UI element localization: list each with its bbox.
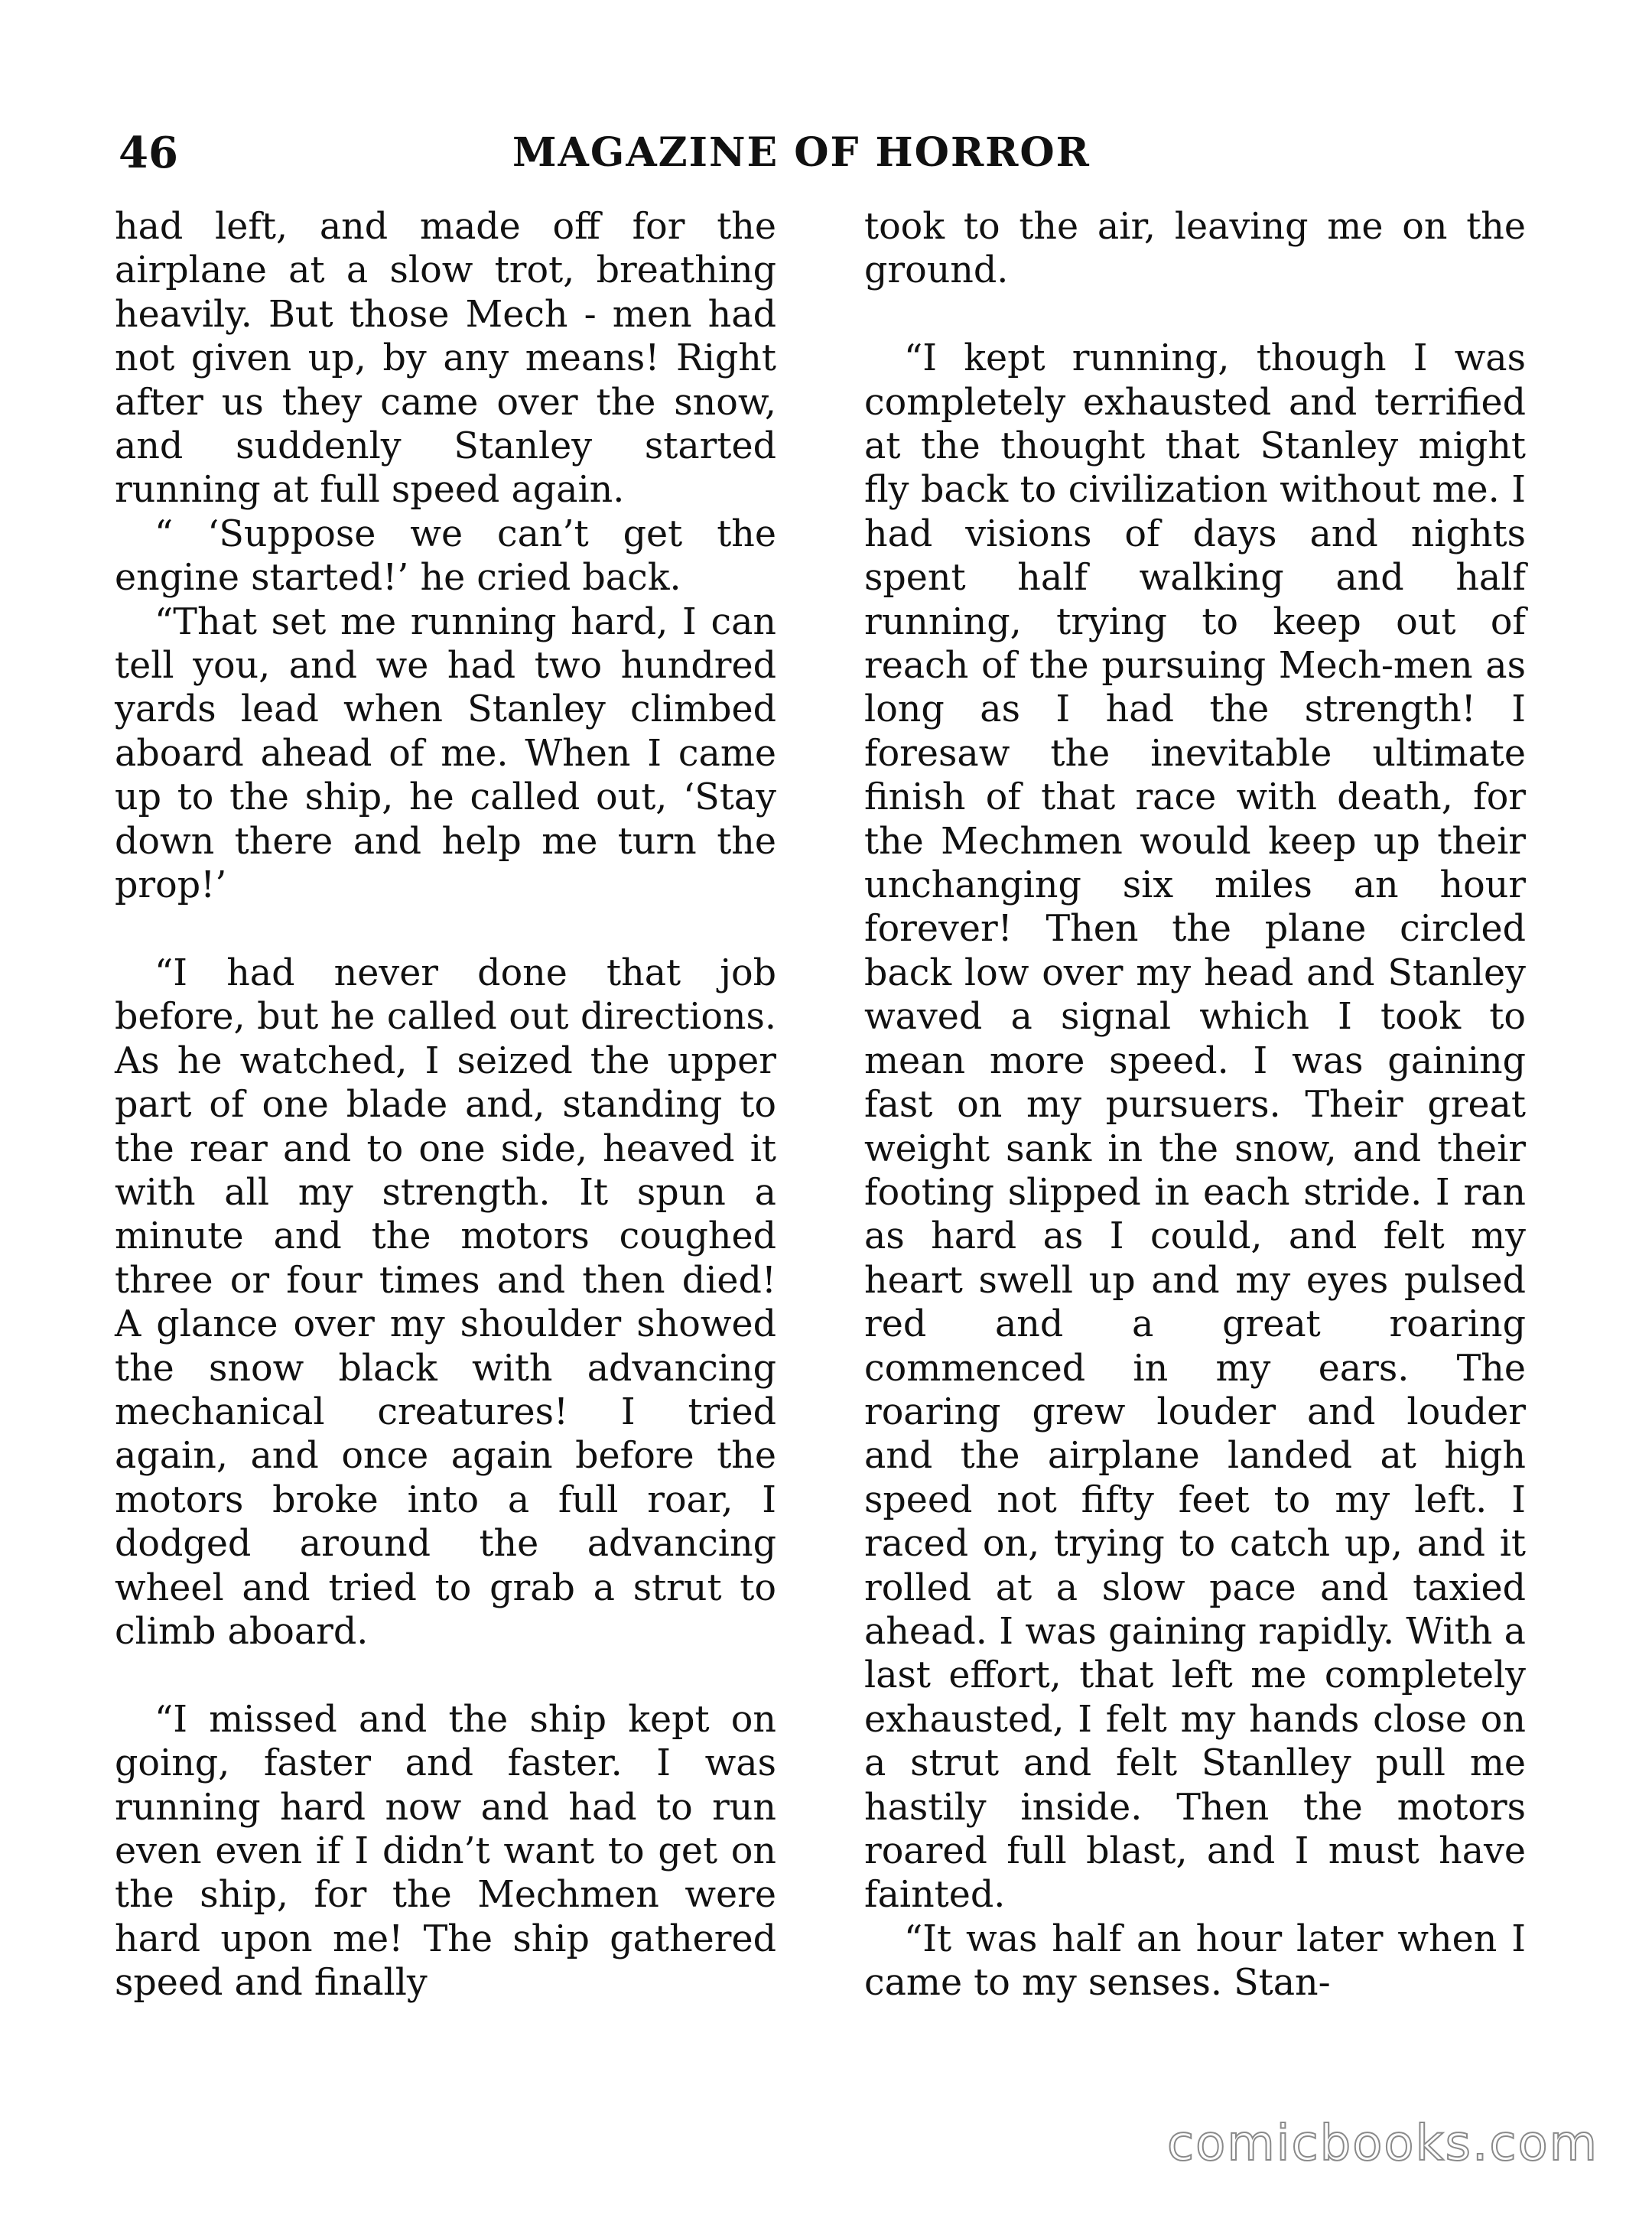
- page-number: 46: [119, 128, 178, 178]
- paragraph-gap: [864, 293, 1526, 337]
- running-title: MAGAZINE OF HORROR: [512, 129, 1091, 176]
- paragraph: “I missed and the ship kept on going, faster and faster. I was running hard now and had to run even even if I didn’t want to get on the ship, for the Mechmen were hard upon me! The ship gathered speed and finally: [115, 1698, 776, 2005]
- right-column: [864, 205, 1526, 2005]
- paragraph: had left, and made off for the airplane at a slow trot, breathing heavily. But those Mech - men had not given up, by any means! Right after us they came over the snow, and suddenly Stanley started running at full speed again.: [115, 206, 776, 512]
- paragraph: “It was half an hour later when I came to my senses. Stan-: [864, 1917, 1526, 2005]
- page-header: [115, 122, 1545, 184]
- paragraph: “I had never done that job before, but he called out directions. As he watched, I seized the upper part of one blade and, standing to the rear and to one side, heaved it with all my strength. It spun a minute and the motors coughed three or four times and then died! A glance over my shoulder showed the snow black with advancing mechanical creatures! I tried again, and once again before the motors broke into a full roar, I dodged around the advancing wheel and tried to grab a strut to climb aboard.: [115, 951, 776, 1653]
- left-column: [115, 205, 776, 2005]
- paragraph-gap: [115, 908, 776, 951]
- paragraph: “That set me running hard, I can tell you, and we had two hundred yards lead when Stanley climbed aboard ahead of me. When I came up to the ship, he called out, ‘Stay down there and help me turn the prop!’: [115, 600, 776, 907]
- paragraph: took to the air, leaving me on the ground.: [864, 206, 1526, 292]
- paragraph-gap: [115, 1654, 776, 1697]
- watermark: comicbooks.com: [1166, 2116, 1598, 2172]
- paragraph: “ ‘Suppose we can’t get the engine started!’ he cried back.: [115, 512, 776, 600]
- paragraph: “I kept running, though I was completely exhausted and terrified at the thought that Stanley might fly back to civilization without me. I had visions of days and nights spent half walking and half running, trying to keep out of reach of the pursuing Mech-men as long as I had the strength! I foresaw the inevitable ultimate finish of that race with death, for the Mechmen would keep up their unchanging six miles an hour forever! Then the plane circled back low over my head and Stanley waved a signal which I took to mean more speed. I was gaining fast on my pursuers. Their great weight sank in the snow, and their footing slipped in each stride. I ran as hard as I could, and felt my heart swell up and my eyes pulsed red and a great roaring commenced in my ears. The roaring grew louder and louder and the airplane landed at high speed not fifty feet to my left. I raced on, trying to catch up, and it rolled at a slow pace and taxied ahead. I was gaining rapidly. With a last effort, that left me completely exhausted, I felt my hands close on a strut and felt Stanlley pull me hastily inside. Then the motors roared full blast, and I must have fainted.: [864, 337, 1526, 1917]
